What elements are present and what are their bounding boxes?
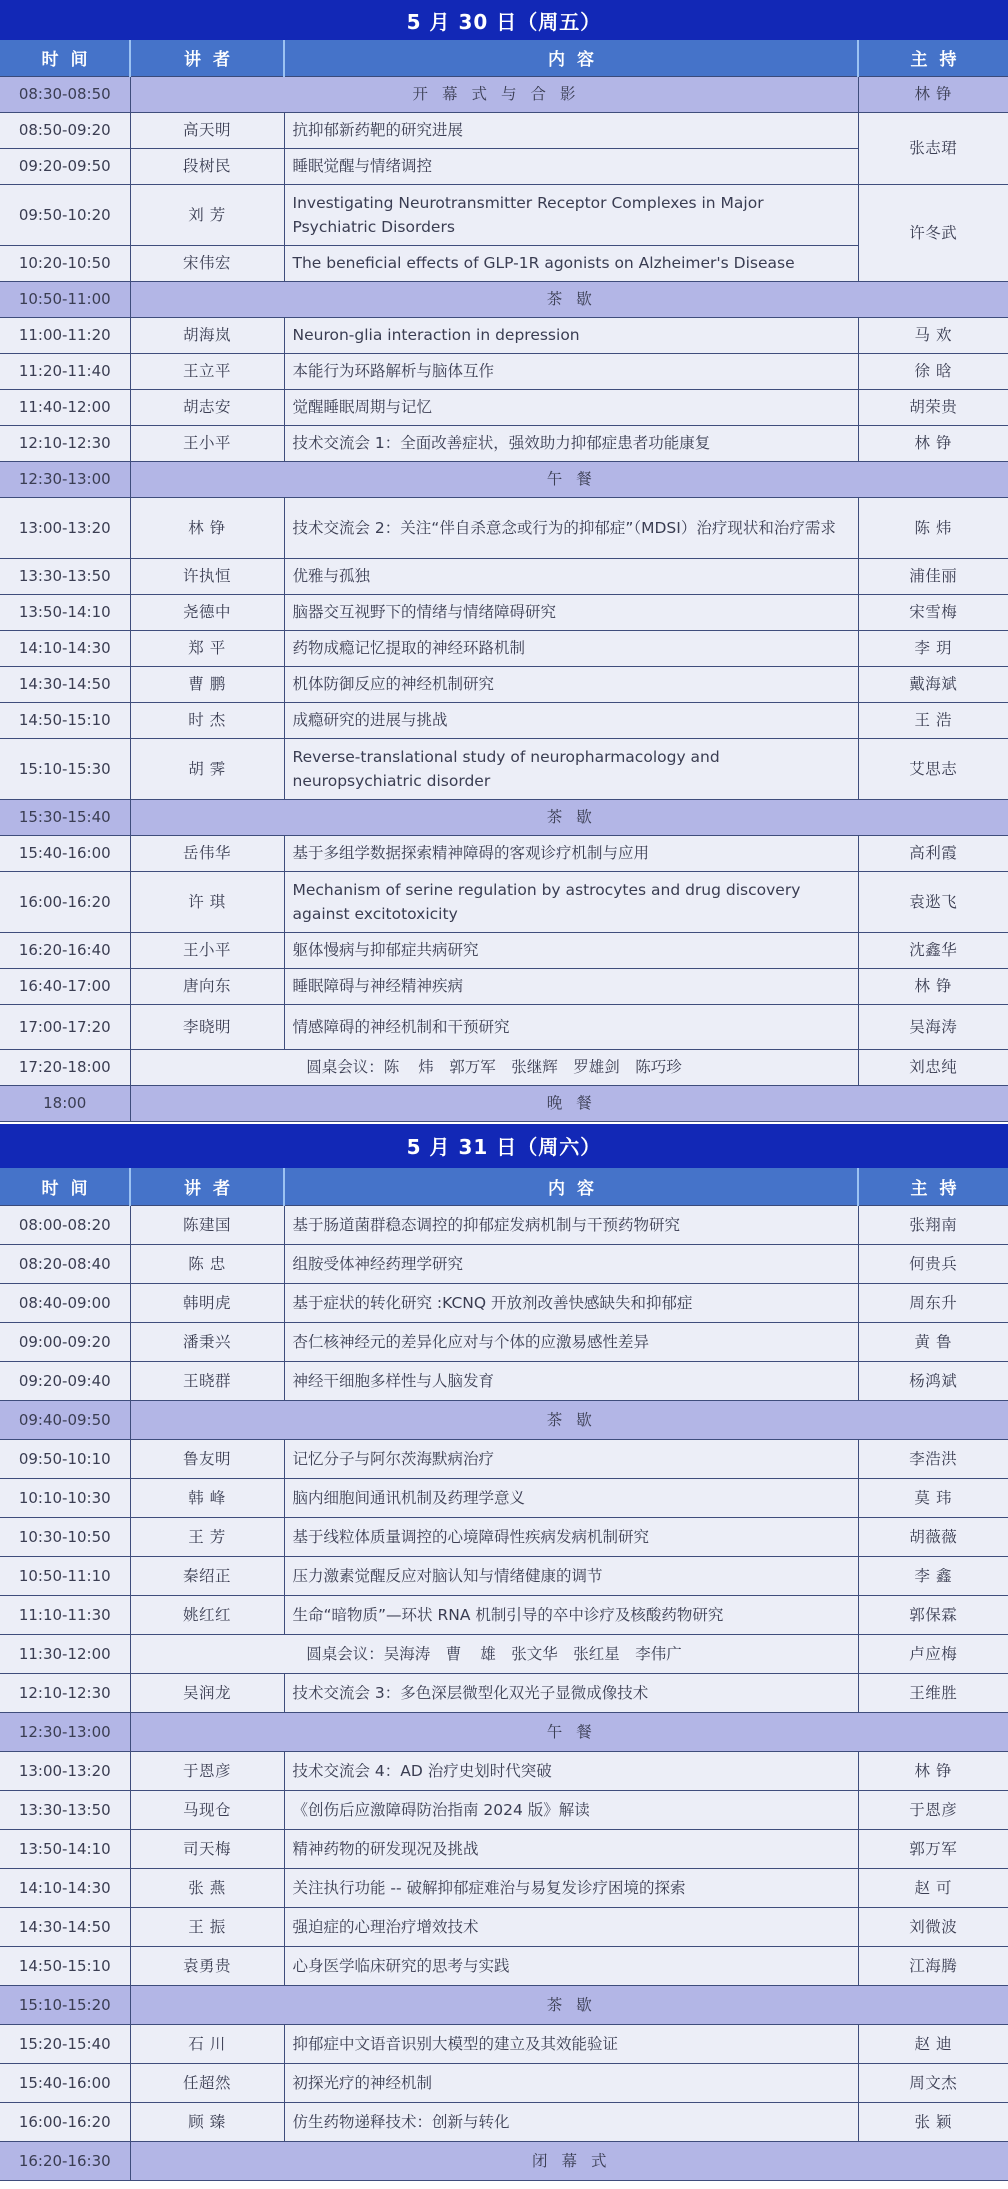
time-cell: 10:30-10:50 [0,1518,130,1557]
day-section [0,1124,1008,2182]
break-row [0,461,1008,497]
break-row [0,281,1008,317]
speaker-cell: 王 芳 [130,1518,284,1557]
speaker-cell: 姚红红 [130,1596,284,1635]
speaker-cell: 胡 霁 [130,738,284,799]
speaker-cell: 马现仓 [130,1791,284,1830]
talk-title: 压力激素觉醒反应对脑认知与情绪健康的调节 [284,1557,858,1596]
header-content: 内容 [284,40,858,76]
talk-row [0,594,1008,630]
time-cell: 10:50-11:10 [0,1557,130,1596]
speaker-cell: 唐向东 [130,968,284,1004]
host-cell: 卢应梅 [858,1635,1008,1674]
host-cell: 林 铮 [858,968,1008,1004]
time-cell: 08:30-08:50 [0,76,130,112]
speaker-cell: 鲁友明 [130,1440,284,1479]
talk-title: 睡眠觉醒与情绪调控 [284,148,858,184]
talk-row [0,148,1008,184]
talk-row [0,1791,1008,1830]
time-cell: 17:20-18:00 [0,1049,130,1085]
host-cell: 马 欢 [858,317,1008,353]
time-cell: 08:40-09:00 [0,1284,130,1323]
speaker-cell: 胡海岚 [130,317,284,353]
talk-row [0,1674,1008,1713]
talk-title: Investigating Neurotransmitter Receptor Complexes in Major Psychiatric Disorders [284,184,858,245]
talk-title: 抑郁症中文语音识别大模型的建立及其效能验证 [284,2025,858,2064]
talk-row [0,1323,1008,1362]
break-label: 茶歇 [130,1986,1008,2025]
talk-title: 《创伤后应激障碍防治指南 2024 版》解读 [284,1791,858,1830]
host-cell: 胡荣贵 [858,389,1008,425]
talk-row [0,1557,1008,1596]
time-cell: 16:20-16:40 [0,932,130,968]
break-label: 午餐 [130,461,1008,497]
time-cell: 09:00-09:20 [0,1323,130,1362]
header-content: 内容 [284,1168,858,1206]
speaker-cell: 王立平 [130,353,284,389]
break-label: 茶歇 [130,1401,1008,1440]
speaker-cell: 刘 芳 [130,184,284,245]
time-cell: 13:00-13:20 [0,497,130,558]
talk-title: 躯体慢病与抑郁症共病研究 [284,932,858,968]
talk-row [0,666,1008,702]
time-cell: 15:20-15:40 [0,2025,130,2064]
speaker-cell: 李晓明 [130,1004,284,1049]
opening-row [0,76,1008,112]
time-cell: 14:50-15:10 [0,702,130,738]
header-speaker: 讲者 [130,40,284,76]
header-host: 主持 [858,40,1008,76]
host-cell: 王 浩 [858,702,1008,738]
time-cell: 13:50-14:10 [0,1830,130,1869]
speaker-cell: 王晓群 [130,1362,284,1401]
time-cell: 16:40-17:00 [0,968,130,1004]
host-cell: 浦佳丽 [858,558,1008,594]
time-cell: 14:30-14:50 [0,1908,130,1947]
break-row [0,2142,1008,2181]
time-cell: 17:00-17:20 [0,1004,130,1049]
talk-title: 基于肠道菌群稳态调控的抑郁症发病机制与干预药物研究 [284,1206,858,1245]
speaker-cell: 郑 平 [130,630,284,666]
speaker-cell: 段树民 [130,148,284,184]
time-cell: 11:40-12:00 [0,389,130,425]
talk-title: 睡眠障碍与神经精神疾病 [284,968,858,1004]
host-cell: 袁逖飞 [858,871,1008,932]
time-cell: 08:00-08:20 [0,1206,130,1245]
talk-row [0,968,1008,1004]
talk-title: 基于症状的转化研究 :KCNQ 开放剂改善快感缺失和抑郁症 [284,1284,858,1323]
time-cell: 12:30-13:00 [0,461,130,497]
header-row [0,40,1008,76]
talk-row [0,1245,1008,1284]
talk-title: 心身医学临床研究的思考与实践 [284,1947,858,1986]
talk-title: Neuron-glia interaction in depression [284,317,858,353]
speaker-cell: 任超然 [130,2064,284,2103]
speaker-cell: 张 燕 [130,1869,284,1908]
time-cell: 14:50-15:10 [0,1947,130,1986]
talk-row [0,1947,1008,1986]
host-cell: 徐 晗 [858,353,1008,389]
host-cell: 沈鑫华 [858,932,1008,968]
talk-row [0,2025,1008,2064]
speaker-cell: 韩明虎 [130,1284,284,1323]
time-cell: 10:10-10:30 [0,1479,130,1518]
speaker-cell: 高天明 [130,112,284,148]
time-cell: 13:30-13:50 [0,558,130,594]
talk-row [0,245,1008,281]
break-row [0,1713,1008,1752]
talk-title: 杏仁核神经元的差异化应对与个体的应激易感性差异 [284,1323,858,1362]
talk-row [0,558,1008,594]
host-cell: 赵 可 [858,1869,1008,1908]
time-cell: 13:00-13:20 [0,1752,130,1791]
speaker-cell: 顾 臻 [130,2103,284,2142]
time-cell: 11:10-11:30 [0,1596,130,1635]
talk-row [0,1479,1008,1518]
talk-row [0,2103,1008,2142]
speaker-cell: 王小平 [130,425,284,461]
break-row [0,1085,1008,1121]
talk-title: 技术交流会 2：关注“伴自杀意念或行为的抑郁症”（MDSI）治疗现状和治疗需求 [284,497,858,558]
talk-row [0,317,1008,353]
talk-title: 组胺受体神经药理学研究 [284,1245,858,1284]
talk-row [0,630,1008,666]
speaker-cell: 时 杰 [130,702,284,738]
speaker-cell: 吴润龙 [130,1674,284,1713]
time-cell: 12:30-13:00 [0,1713,130,1752]
time-cell: 14:10-14:30 [0,1869,130,1908]
host-cell: 吴海涛 [858,1004,1008,1049]
talk-row [0,835,1008,871]
host-cell: 张翔南 [858,1206,1008,1245]
talk-row [0,1869,1008,1908]
talk-title: 觉醒睡眠周期与记忆 [284,389,858,425]
speaker-cell: 陈建国 [130,1206,284,1245]
host-cell: 郭保霖 [858,1596,1008,1635]
host-cell: 张 颖 [858,2103,1008,2142]
talk-title: 精神药物的研发现况及挑战 [284,1830,858,1869]
time-cell: 12:10-12:30 [0,425,130,461]
speaker-cell: 袁勇贵 [130,1947,284,1986]
header-row [0,1168,1008,1206]
talk-row [0,2064,1008,2103]
speaker-cell: 潘秉兴 [130,1323,284,1362]
talk-title: 脑内细胞间通讯机制及药理学意义 [284,1479,858,1518]
host-cell: 周东升 [858,1284,1008,1323]
talk-row [0,1284,1008,1323]
talk-row [0,1362,1008,1401]
talk-row [0,1440,1008,1479]
header-time: 时间 [0,1168,130,1206]
break-label: 闭幕式 [130,2142,1008,2181]
host-cell: 黄 鲁 [858,1323,1008,1362]
host-cell: 林 铮 [858,425,1008,461]
speaker-cell: 陈 忠 [130,1245,284,1284]
speaker-cell: 曹 鹏 [130,666,284,702]
break-row [0,799,1008,835]
time-cell: 16:00-16:20 [0,871,130,932]
header-speaker: 讲者 [130,1168,284,1206]
time-cell: 09:20-09:50 [0,148,130,184]
speaker-cell: 王 振 [130,1908,284,1947]
break-label: 茶歇 [130,799,1008,835]
talk-title: 技术交流会 1：全面改善症状，强效助力抑郁症患者功能康复 [284,425,858,461]
time-cell: 09:50-10:20 [0,184,130,245]
header-host: 主持 [858,1168,1008,1206]
talk-row [0,738,1008,799]
host-cell: 杨鸿斌 [858,1362,1008,1401]
time-cell: 15:40-16:00 [0,2064,130,2103]
talk-title: 成瘾研究的进展与挑战 [284,702,858,738]
talk-row [0,497,1008,558]
host-cell: 江海腾 [858,1947,1008,1986]
time-cell: 08:20-08:40 [0,1245,130,1284]
talk-title: 关注执行功能 -- 破解抑郁症难治与易复发诊疗困境的探索 [284,1869,858,1908]
talk-title: 情感障碍的神经机制和干预研究 [284,1004,858,1049]
talk-title: 生命“暗物质”—环状 RNA 机制引导的卒中诊疗及核酸药物研究 [284,1596,858,1635]
talk-title: 记忆分子与阿尔茨海默病治疗 [284,1440,858,1479]
schedule-table [0,1168,1008,2182]
opening-label: 开幕式与合影 [130,76,858,112]
host-cell: 莫 玮 [858,1479,1008,1518]
time-cell: 13:30-13:50 [0,1791,130,1830]
day-title: 5 月 31 日（周六） [0,1124,1008,1168]
talk-row [0,353,1008,389]
host-cell: 何贵兵 [858,1245,1008,1284]
time-cell: 16:00-16:20 [0,2103,130,2142]
time-cell: 08:50-09:20 [0,112,130,148]
talk-title: 基于线粒体质量调控的心境障碍性疾病发病机制研究 [284,1518,858,1557]
host-cell: 高利霞 [858,835,1008,871]
time-cell: 12:10-12:30 [0,1674,130,1713]
talk-title: 初探光疗的神经机制 [284,2064,858,2103]
time-cell: 15:10-15:20 [0,1986,130,2025]
talk-title: Reverse-translational study of neuropharmacology and neuropsychiatric disorder [284,738,858,799]
talk-row [0,1752,1008,1791]
time-cell: 11:00-11:20 [0,317,130,353]
host-cell: 林 铮 [858,76,1008,112]
talk-title: 技术交流会 4：AD 治疗史划时代突破 [284,1752,858,1791]
speaker-cell: 许执恒 [130,558,284,594]
host-cell: 戴海斌 [858,666,1008,702]
speaker-cell: 司天梅 [130,1830,284,1869]
talk-row [0,1830,1008,1869]
host-cell: 赵 迪 [858,2025,1008,2064]
roundtable-row [0,1635,1008,1674]
host-cell: 周文杰 [858,2064,1008,2103]
roundtable-content: 圆桌会议：陈 炜 郭万军 张继辉 罗雄剑 陈巧珍 [130,1049,858,1085]
talk-title: 优雅与孤独 [284,558,858,594]
talk-title: 强迫症的心理治疗增效技术 [284,1908,858,1947]
host-cell: 刘微波 [858,1908,1008,1947]
speaker-cell: 宋伟宏 [130,245,284,281]
host-cell: 陈 炜 [858,497,1008,558]
host-cell: 宋雪梅 [858,594,1008,630]
talk-title: Mechanism of serine regulation by astrocytes and drug discovery against excitotoxicity [284,871,858,932]
talk-title: 基于多组学数据探索精神障碍的客观诊疗机制与应用 [284,835,858,871]
host-cell: 张志珺 [858,112,1008,184]
talk-title: 仿生药物递释技术：创新与转化 [284,2103,858,2142]
roundtable-content: 圆桌会议：吴海涛 曹 雄 张文华 张红星 李伟广 [130,1635,858,1674]
host-cell: 李浩洪 [858,1440,1008,1479]
break-row [0,1401,1008,1440]
talk-row [0,871,1008,932]
talk-title: 药物成瘾记忆提取的神经环路机制 [284,630,858,666]
talk-title: 机体防御反应的神经机制研究 [284,666,858,702]
talk-title: The beneficial effects of GLP-1R agonists on Alzheimer's Disease [284,245,858,281]
time-cell: 10:20-10:50 [0,245,130,281]
break-label: 午餐 [130,1713,1008,1752]
talk-row [0,112,1008,148]
time-cell: 11:20-11:40 [0,353,130,389]
speaker-cell: 于恩彦 [130,1752,284,1791]
break-row [0,1986,1008,2025]
time-cell: 13:50-14:10 [0,594,130,630]
day-title: 5 月 30 日（周五） [0,0,1008,40]
talk-row [0,184,1008,245]
speaker-cell: 尧德中 [130,594,284,630]
host-cell: 李 玥 [858,630,1008,666]
speaker-cell: 王小平 [130,932,284,968]
break-label: 茶歇 [130,281,1008,317]
host-cell: 许冬武 [858,184,1008,281]
talk-row [0,425,1008,461]
speaker-cell: 林 铮 [130,497,284,558]
talk-row [0,702,1008,738]
speaker-cell: 石 川 [130,2025,284,2064]
time-cell: 11:30-12:00 [0,1635,130,1674]
time-cell: 15:10-15:30 [0,738,130,799]
header-time: 时间 [0,40,130,76]
time-cell: 09:20-09:40 [0,1362,130,1401]
talk-row [0,1908,1008,1947]
talk-title: 技术交流会 3：多色深层微型化双光子显微成像技术 [284,1674,858,1713]
talk-title: 抗抑郁新药靶的研究进展 [284,112,858,148]
host-cell: 于恩彦 [858,1791,1008,1830]
host-cell: 刘忠纯 [858,1049,1008,1085]
talk-row [0,1596,1008,1635]
time-cell: 18:00 [0,1085,130,1121]
host-cell: 艾思志 [858,738,1008,799]
schedule-table [0,40,1008,1122]
talk-title: 神经干细胞多样性与人脑发育 [284,1362,858,1401]
time-cell: 16:20-16:30 [0,2142,130,2181]
speaker-cell: 韩 峰 [130,1479,284,1518]
talk-row [0,932,1008,968]
talk-row [0,1518,1008,1557]
talk-title: 本能行为环路解析与脑体互作 [284,353,858,389]
speaker-cell: 秦绍正 [130,1557,284,1596]
time-cell: 14:10-14:30 [0,630,130,666]
time-cell: 09:40-09:50 [0,1401,130,1440]
talk-title: 脑器交互视野下的情绪与情绪障碍研究 [284,594,858,630]
talk-row [0,1206,1008,1245]
host-cell: 胡薇薇 [858,1518,1008,1557]
host-cell: 郭万军 [858,1830,1008,1869]
break-label: 晚餐 [130,1085,1008,1121]
time-cell: 10:50-11:00 [0,281,130,317]
talk-row [0,389,1008,425]
host-cell: 林 铮 [858,1752,1008,1791]
time-cell: 15:40-16:00 [0,835,130,871]
speaker-cell: 许 琪 [130,871,284,932]
time-cell: 14:30-14:50 [0,666,130,702]
talk-row [0,1004,1008,1049]
speaker-cell: 胡志安 [130,389,284,425]
host-cell: 王维胜 [858,1674,1008,1713]
host-cell: 李 鑫 [858,1557,1008,1596]
time-cell: 09:50-10:10 [0,1440,130,1479]
speaker-cell: 岳伟华 [130,835,284,871]
time-cell: 15:30-15:40 [0,799,130,835]
roundtable-row [0,1049,1008,1085]
